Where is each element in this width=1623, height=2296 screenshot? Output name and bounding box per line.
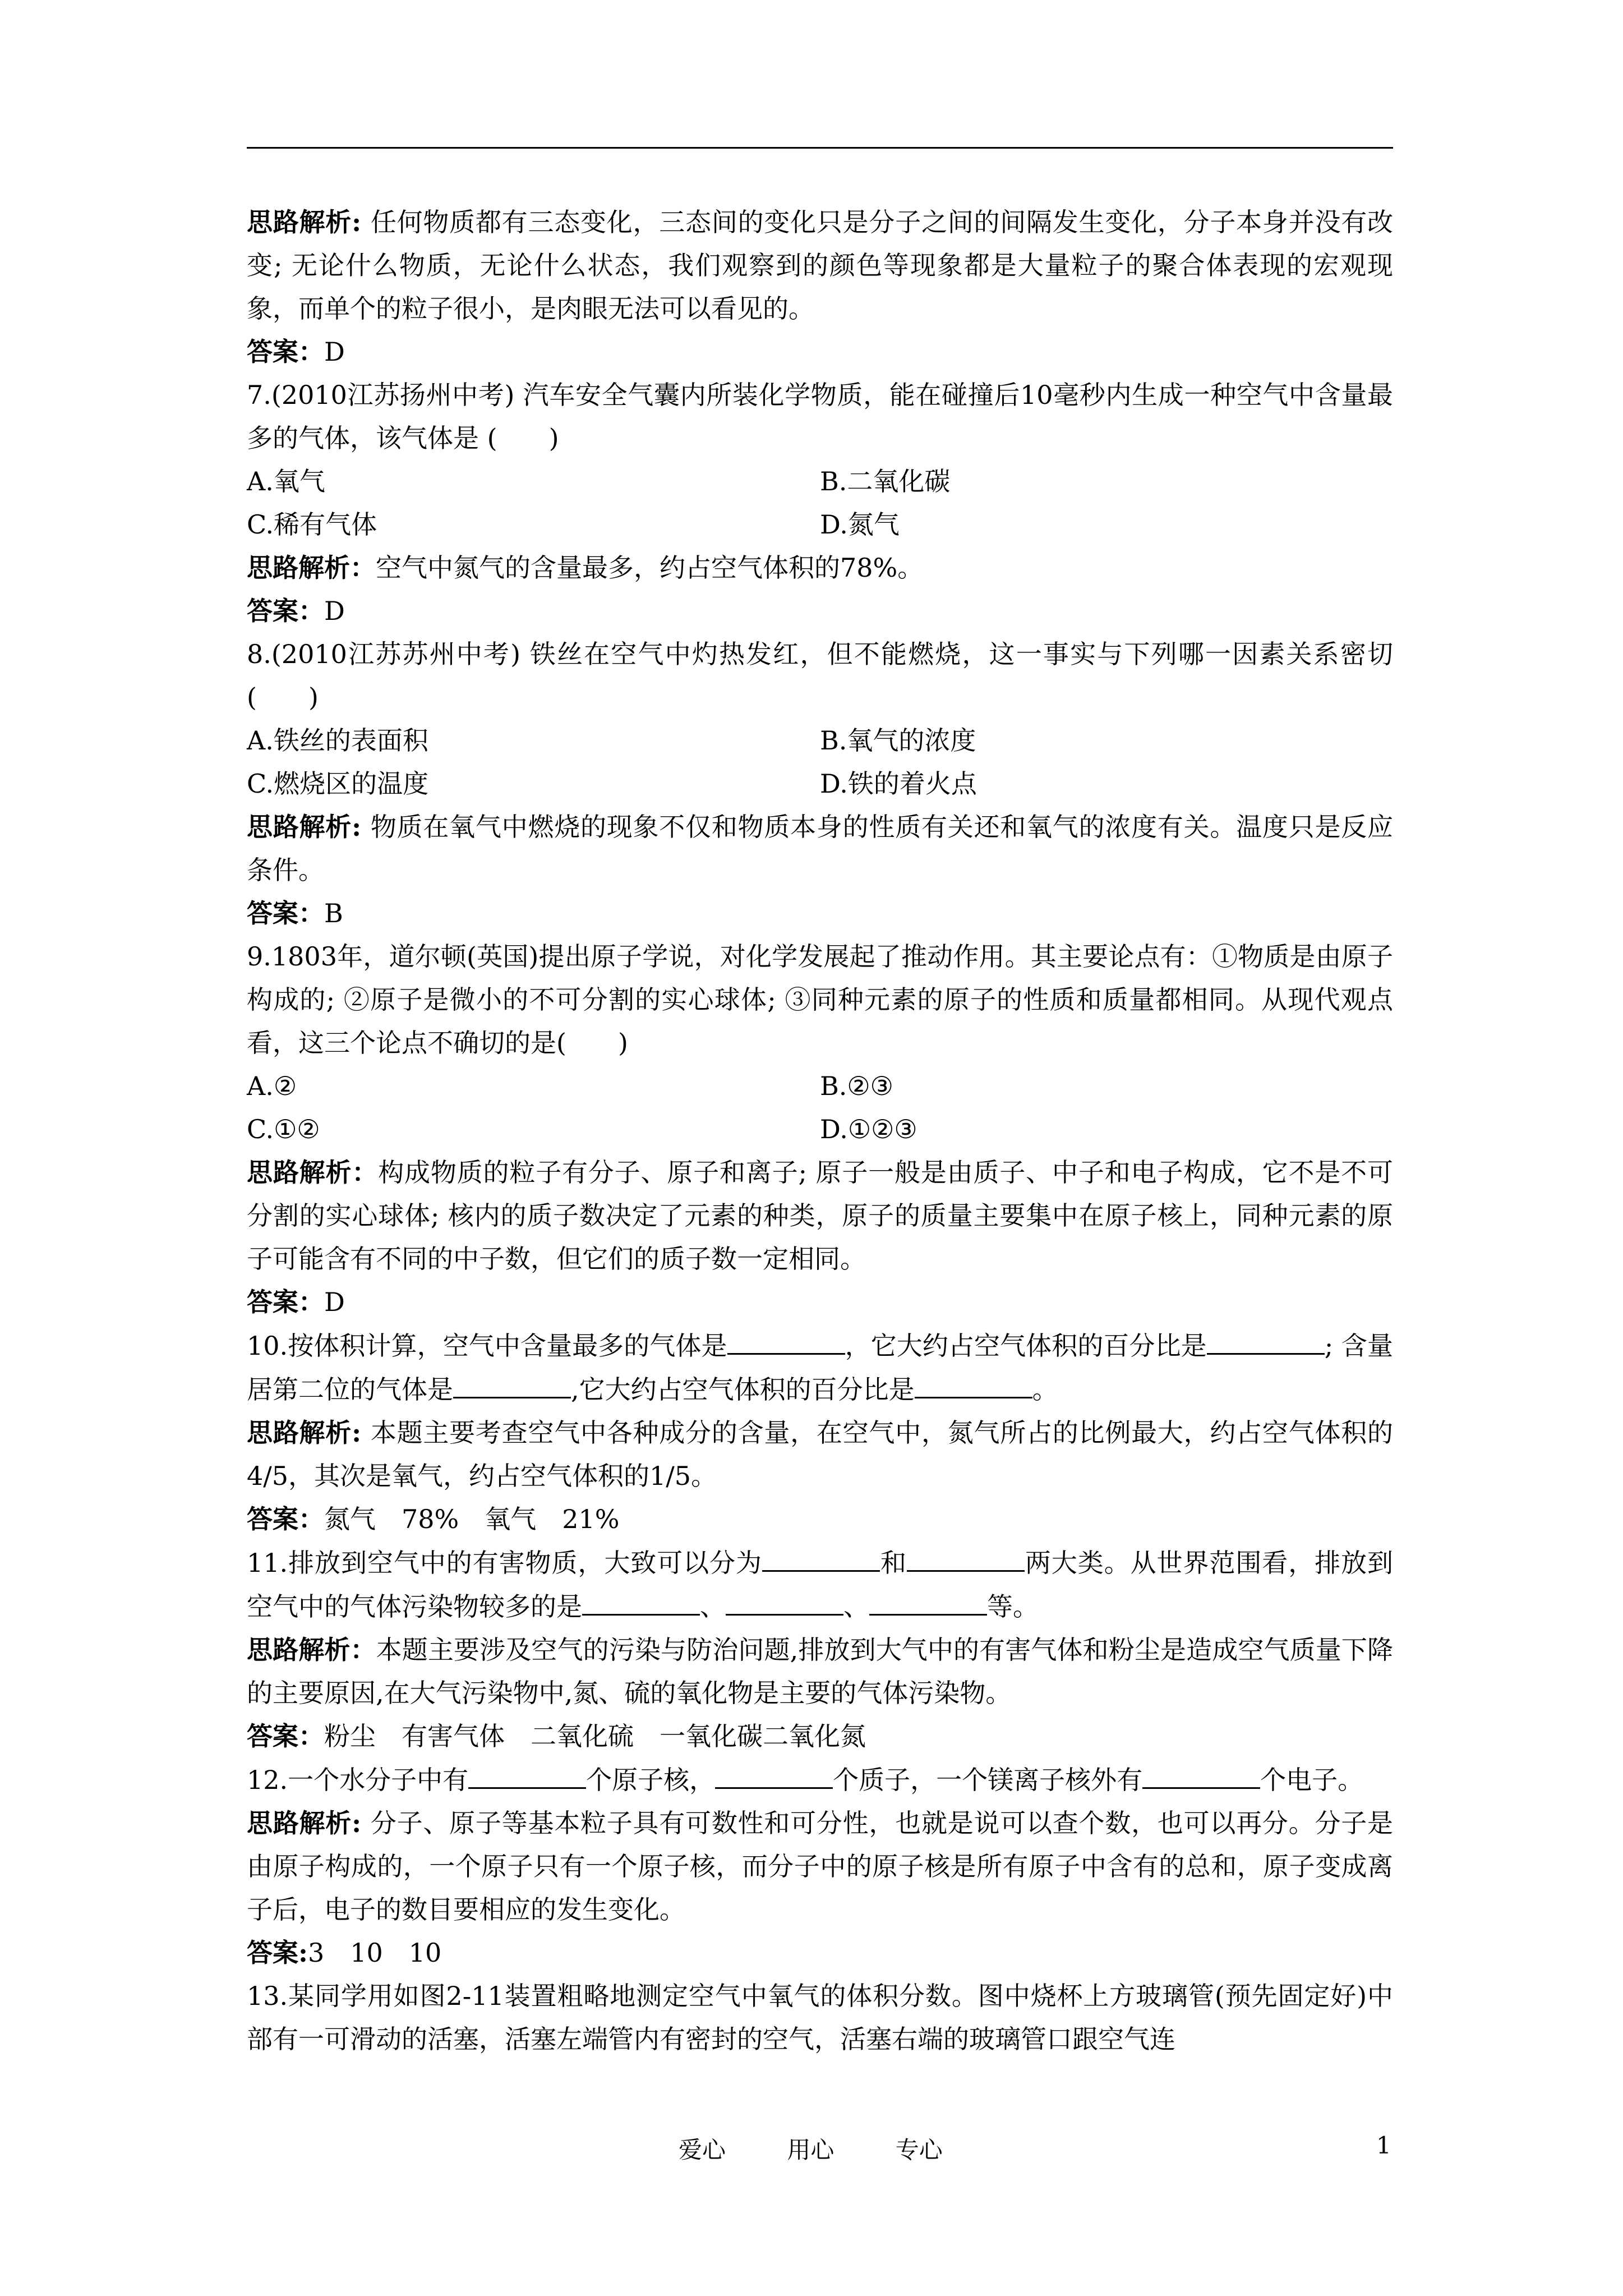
question-text: 和 bbox=[880, 1548, 907, 1578]
section-label: 思路解析 bbox=[247, 1808, 352, 1838]
option: B.②③ bbox=[820, 1071, 893, 1101]
paragraph-text: 空气中氮气的含量最多，约占空气体积的78%。 bbox=[376, 553, 924, 583]
label-separator: : bbox=[352, 1808, 371, 1838]
paragraph-text: 9.1803年，道尔顿(英国)提出原子学说，对化学发展起了推动作用。其主要论点有：①物质是由原子构成的; ②原子是微小的不可分割的实心球体; ③同种元素的原子的性质和质量都相同。从现代观点看，这三个论点不确切的是( ) bbox=[247, 941, 1393, 1058]
paragraph-text: 3 10 10 bbox=[307, 1938, 442, 1968]
question-stem bbox=[247, 633, 1393, 719]
question-text: 等。 bbox=[987, 1591, 1039, 1622]
section-label: 思路解析 bbox=[247, 1157, 352, 1188]
paragraph-text: 氮气 78% 氧气 21% bbox=[324, 1504, 620, 1534]
answer-blank bbox=[715, 1758, 833, 1789]
option: C.燃烧区的温度 bbox=[247, 769, 429, 799]
footer-slogan-3: 专心 bbox=[895, 2136, 943, 2164]
question-stem bbox=[247, 374, 1393, 460]
question-text: ,它大约占空气体积的百分比是 bbox=[571, 1374, 915, 1405]
answer-blank bbox=[869, 1585, 987, 1616]
option: A.氧气 bbox=[247, 466, 325, 496]
option: A.铁丝的表面积 bbox=[247, 725, 428, 756]
section-label: 答案 bbox=[247, 1721, 298, 1751]
question-text: ; 含量居第二位的气体是 bbox=[247, 1331, 1394, 1405]
label-separator: : bbox=[298, 1938, 308, 1968]
answer-blank bbox=[726, 1585, 843, 1616]
paragraph-text: 构成物质的粒子有分子、原子和离子; 原子一般是由质子、中子和电子构成，它不是不可分割的实心球体; 核内的质子数决定了元素的种类，原子的质量主要集中在原子核上，同种元素的原子可能含有不同的中子数，但它们的质子数一定相同。 bbox=[247, 1157, 1394, 1274]
section-label: 答案 bbox=[247, 1504, 298, 1534]
question-text: 、 bbox=[843, 1591, 869, 1622]
question-text: 、 bbox=[700, 1591, 726, 1622]
answer-line bbox=[247, 590, 1393, 633]
label-separator: ： bbox=[298, 1504, 324, 1534]
answer-line bbox=[247, 1931, 1393, 1975]
answer-line bbox=[247, 330, 1393, 374]
question-text: 两大类。从世界范围看，排放到空气中的气体污染物较多的是 bbox=[247, 1548, 1394, 1622]
label-separator: ： bbox=[350, 553, 376, 583]
label-separator: : bbox=[352, 812, 371, 842]
document-body bbox=[247, 201, 1393, 2061]
analysis-paragraph bbox=[247, 1802, 1393, 1931]
option: B.二氧化碳 bbox=[820, 466, 951, 496]
question-text: 个原子核， bbox=[586, 1765, 716, 1795]
answer-line bbox=[247, 1498, 1393, 1541]
question-text: 个质子，一个镁离子核外有 bbox=[833, 1765, 1143, 1795]
option: C.稀有气体 bbox=[247, 509, 377, 540]
option: D.铁的着火点 bbox=[820, 769, 977, 799]
option-row bbox=[247, 460, 1393, 503]
paragraph-text: 本题主要涉及空气的污染与防治问题,排放到大气中的有害气体和粉尘是造成空气质量下降的主要原因,在大气污染物中,氮、硫的氧化物是主要的气体污染物。 bbox=[247, 1635, 1394, 1708]
question-text: 10.按体积计算，空气中含量最多的气体是 bbox=[247, 1331, 727, 1361]
question-text: 。 bbox=[1032, 1374, 1058, 1405]
option: D.①②③ bbox=[820, 1114, 917, 1144]
section-label: 思路解析 bbox=[247, 1635, 351, 1665]
analysis-paragraph bbox=[247, 806, 1393, 892]
section-label: 答案 bbox=[247, 596, 298, 626]
analysis-paragraph bbox=[247, 1628, 1393, 1715]
label-separator: ： bbox=[352, 1157, 379, 1188]
answer-blank bbox=[582, 1585, 700, 1616]
option: C.①② bbox=[247, 1114, 320, 1144]
option-row bbox=[247, 719, 1393, 762]
answer-blank bbox=[468, 1758, 586, 1789]
page-number: 1 bbox=[1376, 2132, 1391, 2159]
analysis-paragraph bbox=[247, 1151, 1393, 1281]
fill-in-question bbox=[247, 1324, 1393, 1411]
section-label: 答案 bbox=[247, 1938, 298, 1968]
analysis-paragraph bbox=[247, 1411, 1393, 1498]
paragraph-text: D bbox=[324, 596, 345, 626]
option: B.氧气的浓度 bbox=[820, 725, 976, 756]
paragraph-text: D bbox=[324, 1287, 345, 1317]
fill-in-question bbox=[247, 1758, 1393, 1802]
label-separator: : bbox=[352, 207, 371, 237]
question-text: 12.一个水分子中有 bbox=[247, 1765, 469, 1795]
footer-slogan-2: 用心 bbox=[787, 2136, 834, 2164]
answer-line bbox=[247, 1715, 1393, 1758]
label-separator: ： bbox=[350, 1635, 376, 1665]
fill-in-question bbox=[247, 1541, 1393, 1628]
footer-slogan-1: 爱心 bbox=[679, 2136, 726, 2164]
paragraph-text: D bbox=[324, 337, 345, 367]
section-label: 思路解析 bbox=[247, 553, 350, 583]
option-row bbox=[247, 762, 1393, 806]
section-label: 思路解析 bbox=[247, 207, 352, 237]
answer-blank bbox=[907, 1541, 1025, 1572]
question-text: ，它大约占空气体积的百分比是 bbox=[845, 1331, 1207, 1361]
option-row bbox=[247, 1065, 1393, 1108]
section-label: 思路解析 bbox=[247, 1418, 352, 1448]
analysis-paragraph bbox=[247, 546, 1393, 590]
answer-blank bbox=[453, 1368, 571, 1398]
question-stem bbox=[247, 1975, 1393, 2061]
label-separator: ： bbox=[298, 596, 324, 626]
paragraph-text: 8.(2010江苏苏州中考) 铁丝在空气中灼热发红，但不能燃烧，这一事实与下列哪一因素关系密切( ) bbox=[247, 639, 1393, 712]
paragraph-text: 本题主要考查空气中各种成分的含量，在空气中，氮气所占的比例最大，约占空气体积的4/5，其次是氧气，约占空气体积的1/5。 bbox=[247, 1418, 1394, 1491]
option: D.氮气 bbox=[820, 509, 900, 540]
answer-blank bbox=[1142, 1758, 1260, 1789]
paragraph-text: 任何物质都有三态变化，三态间的变化只是分子之间的间隔发生变化，分子本身并没有改变; 无论什么物质，无论什么状态，我们观察到的颜色等现象都是大量粒子的聚合体表现的宏观现象，而单个的粒子很小，是肉眼无法可以看见的。 bbox=[247, 207, 1394, 324]
paragraph-text: 分子、原子等基本粒子具有可数性和可分性，也就是说可以查个数，也可以再分。分子是由原子构成的，一个原子只有一个原子核，而分子中的原子核是所有原子中含有的总和，原子变成离子后，电子的数目要相应的发生变化。 bbox=[247, 1808, 1394, 1925]
option-row bbox=[247, 1108, 1393, 1151]
question-text: 个电子。 bbox=[1260, 1765, 1364, 1795]
label-separator: ： bbox=[298, 337, 324, 367]
answer-blank bbox=[762, 1541, 880, 1572]
paragraph-text: 13.某同学用如图2-11装置粗略地测定空气中氧气的体积分数。图中烧杯上方玻璃管(预先固定好)中部有一可滑动的活塞，活塞左端管内有密封的空气，活塞右端的玻璃管口跟空气连 bbox=[247, 1981, 1393, 2054]
answer-blank bbox=[1207, 1324, 1325, 1355]
label-separator: ： bbox=[298, 898, 324, 928]
section-label: 思路解析 bbox=[247, 812, 352, 842]
paragraph-text: 7.(2010江苏扬州中考) 汽车安全气囊内所装化学物质，能在碰撞后10毫秒内生成一种空气中含量最多的气体，该气体是 ( ) bbox=[247, 380, 1393, 453]
answer-blank bbox=[727, 1324, 845, 1355]
answer-line bbox=[247, 892, 1393, 935]
label-separator: ： bbox=[298, 1287, 324, 1317]
section-label: 答案 bbox=[247, 1287, 298, 1317]
question-stem bbox=[247, 935, 1393, 1065]
paragraph-text: B bbox=[324, 898, 343, 928]
footer-slogan bbox=[679, 2132, 943, 2165]
option-row bbox=[247, 503, 1393, 546]
section-label: 答案 bbox=[247, 898, 298, 928]
analysis-paragraph bbox=[247, 201, 1393, 330]
header-rule bbox=[247, 147, 1393, 149]
option: A.② bbox=[247, 1071, 297, 1101]
label-separator: ： bbox=[298, 1721, 324, 1751]
paragraph-text: 粉尘 有害气体 二氧化硫 一氧化碳二氧化氮 bbox=[324, 1721, 866, 1751]
answer-blank bbox=[915, 1368, 1032, 1398]
question-text: 11.排放到空气中的有害物质，大致可以分为 bbox=[247, 1548, 762, 1578]
section-label: 答案 bbox=[247, 337, 298, 367]
paragraph-text: 物质在氧气中燃烧的现象不仅和物质本身的性质有关还和氧气的浓度有关。温度只是反应条件。 bbox=[247, 812, 1394, 885]
label-separator: : bbox=[352, 1418, 371, 1448]
answer-line bbox=[247, 1281, 1393, 1324]
